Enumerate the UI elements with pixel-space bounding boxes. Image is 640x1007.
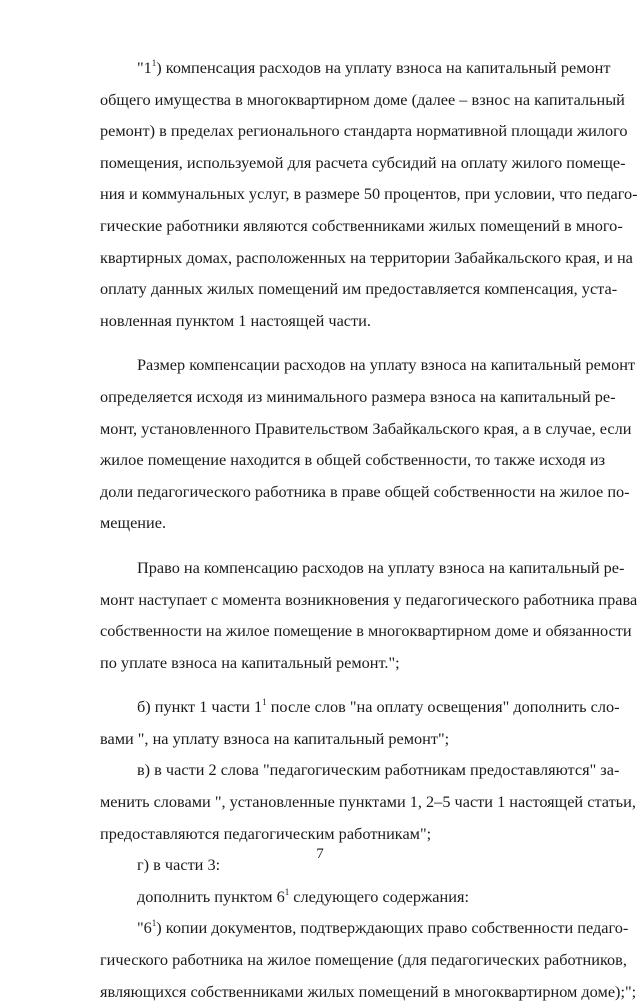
- text-run: в) в части 2 слова "педагогическим работникам предоставляются" за-: [137, 760, 620, 780]
- superscript: 1: [284, 886, 290, 897]
- text-run: общего имущества в многоквартирном доме (далее – взнос на капитальный: [100, 89, 625, 109]
- text-run: определяется исходя из минимального размера взноса на капитальный ре-: [100, 386, 616, 406]
- text-line: [100, 305, 601, 337]
- text-run: дополнить пунктом 6: [137, 886, 285, 906]
- text-run: "6: [137, 918, 152, 938]
- paragraph: [100, 52, 638, 336]
- text-run: жилое помещение находится в общей собственности, то также исходя из: [100, 450, 606, 470]
- text-run: следующего содержания:: [289, 886, 469, 906]
- text-run: доли педагогического работника в праве общей собственности на жилое по-: [100, 481, 630, 501]
- paragraph: [100, 912, 637, 1007]
- text-line: [100, 647, 601, 679]
- text-line: [100, 912, 629, 944]
- text-line: [100, 507, 601, 539]
- superscript: 1: [151, 918, 157, 929]
- text-line: [100, 691, 620, 723]
- text-line: [100, 615, 632, 647]
- text-run: новленная пунктом 1 настоящей части.: [100, 310, 371, 330]
- text-run: монт наступает с момента возникновения у педагогического работника права: [100, 589, 638, 609]
- text-run: гического работника на жилое помещение (для педагогических работников,: [100, 950, 627, 970]
- text-run: Размер компенсации расходов на уплату взноса на капитальный ремонт: [137, 355, 636, 375]
- paragraph: [100, 552, 638, 678]
- text-run: квартирных домах, расположенных на территории Забайкальского края, и на: [100, 247, 633, 267]
- text-line: [100, 881, 601, 913]
- text-run: мещение.: [100, 513, 167, 533]
- text-line: [100, 552, 625, 584]
- document-body: [100, 52, 638, 1007]
- text-run: гические работники являются собственниками жилых помещений в много-: [100, 215, 623, 235]
- text-run: после слов "на оплату освещения" дополнить сло-: [266, 697, 620, 717]
- text-run: собственности на жилое помещение в многоквартирном доме и обязанности: [100, 621, 632, 641]
- text-run: вами ", на уплату взноса на капитальный ремонт";: [100, 728, 450, 748]
- text-line: [100, 242, 633, 274]
- text-run: б) пункт 1 части 1: [137, 697, 263, 717]
- paragraph-spacer: [100, 678, 601, 691]
- text-line: [100, 115, 628, 147]
- paragraph: [100, 754, 636, 849]
- text-line: [100, 84, 625, 116]
- text-line: [100, 381, 616, 413]
- text-run: г) в части 3:: [137, 855, 221, 875]
- text-run: ния и коммунальных услуг, в размере 50 процентов, при условии, что педаго-: [100, 184, 638, 204]
- paragraph-spacer: [100, 336, 601, 349]
- text-run: менить словами ", установленные пунктами 1, 2–5 части 1 настоящей статьи,: [100, 792, 636, 812]
- text-line: [100, 944, 627, 976]
- text-line: [100, 147, 626, 179]
- text-line: [100, 413, 632, 445]
- text-run: Право на компенсацию расходов на уплату взноса на капитальный ре-: [137, 557, 625, 577]
- text-run: предоставляются педагогическим работникам";: [100, 823, 432, 843]
- text-line: [100, 349, 636, 381]
- text-run: ремонт) в пределах регионального стандарта нормативной площади жилого: [100, 121, 628, 141]
- text-run: "1: [137, 58, 152, 77]
- paragraph: [100, 349, 636, 539]
- text-run: являющихся собственниками жилых помещений в многоквартирном доме);";: [100, 981, 637, 1001]
- text-line: [100, 476, 630, 508]
- text-line: [100, 818, 601, 850]
- text-line: [100, 723, 601, 755]
- text-run: по уплате взноса на капитальный ремонт.";: [100, 652, 400, 672]
- paragraph-spacer: [100, 539, 601, 552]
- text-line: [100, 786, 636, 818]
- superscript: 1: [151, 58, 157, 68]
- text-run: ) копии документов, подтверждающих право собственности педаго-: [156, 918, 629, 938]
- text-line: [100, 976, 637, 1007]
- superscript: 1: [262, 697, 267, 708]
- text-line: [100, 178, 638, 210]
- text-run: оплату данных жилых помещений им предоставляется компенсация, уста-: [100, 279, 618, 299]
- paragraph: [100, 881, 601, 913]
- text-line: [100, 210, 623, 242]
- text-run: ) компенсация расходов на уплату взноса на капитальный ремонт: [156, 58, 611, 77]
- text-line: [100, 584, 638, 616]
- text-run: монт, установленного Правительством Забайкальского края, а в случае, если: [100, 418, 632, 438]
- text-line: [100, 444, 606, 476]
- text-line: [100, 52, 611, 84]
- paragraph: [100, 691, 620, 754]
- text-line: [100, 754, 620, 786]
- text-line: [100, 273, 618, 305]
- page-number: 7: [316, 846, 324, 862]
- text-run: помещения, используемой для расчета субсидий на оплату жилого помеще-: [100, 152, 626, 172]
